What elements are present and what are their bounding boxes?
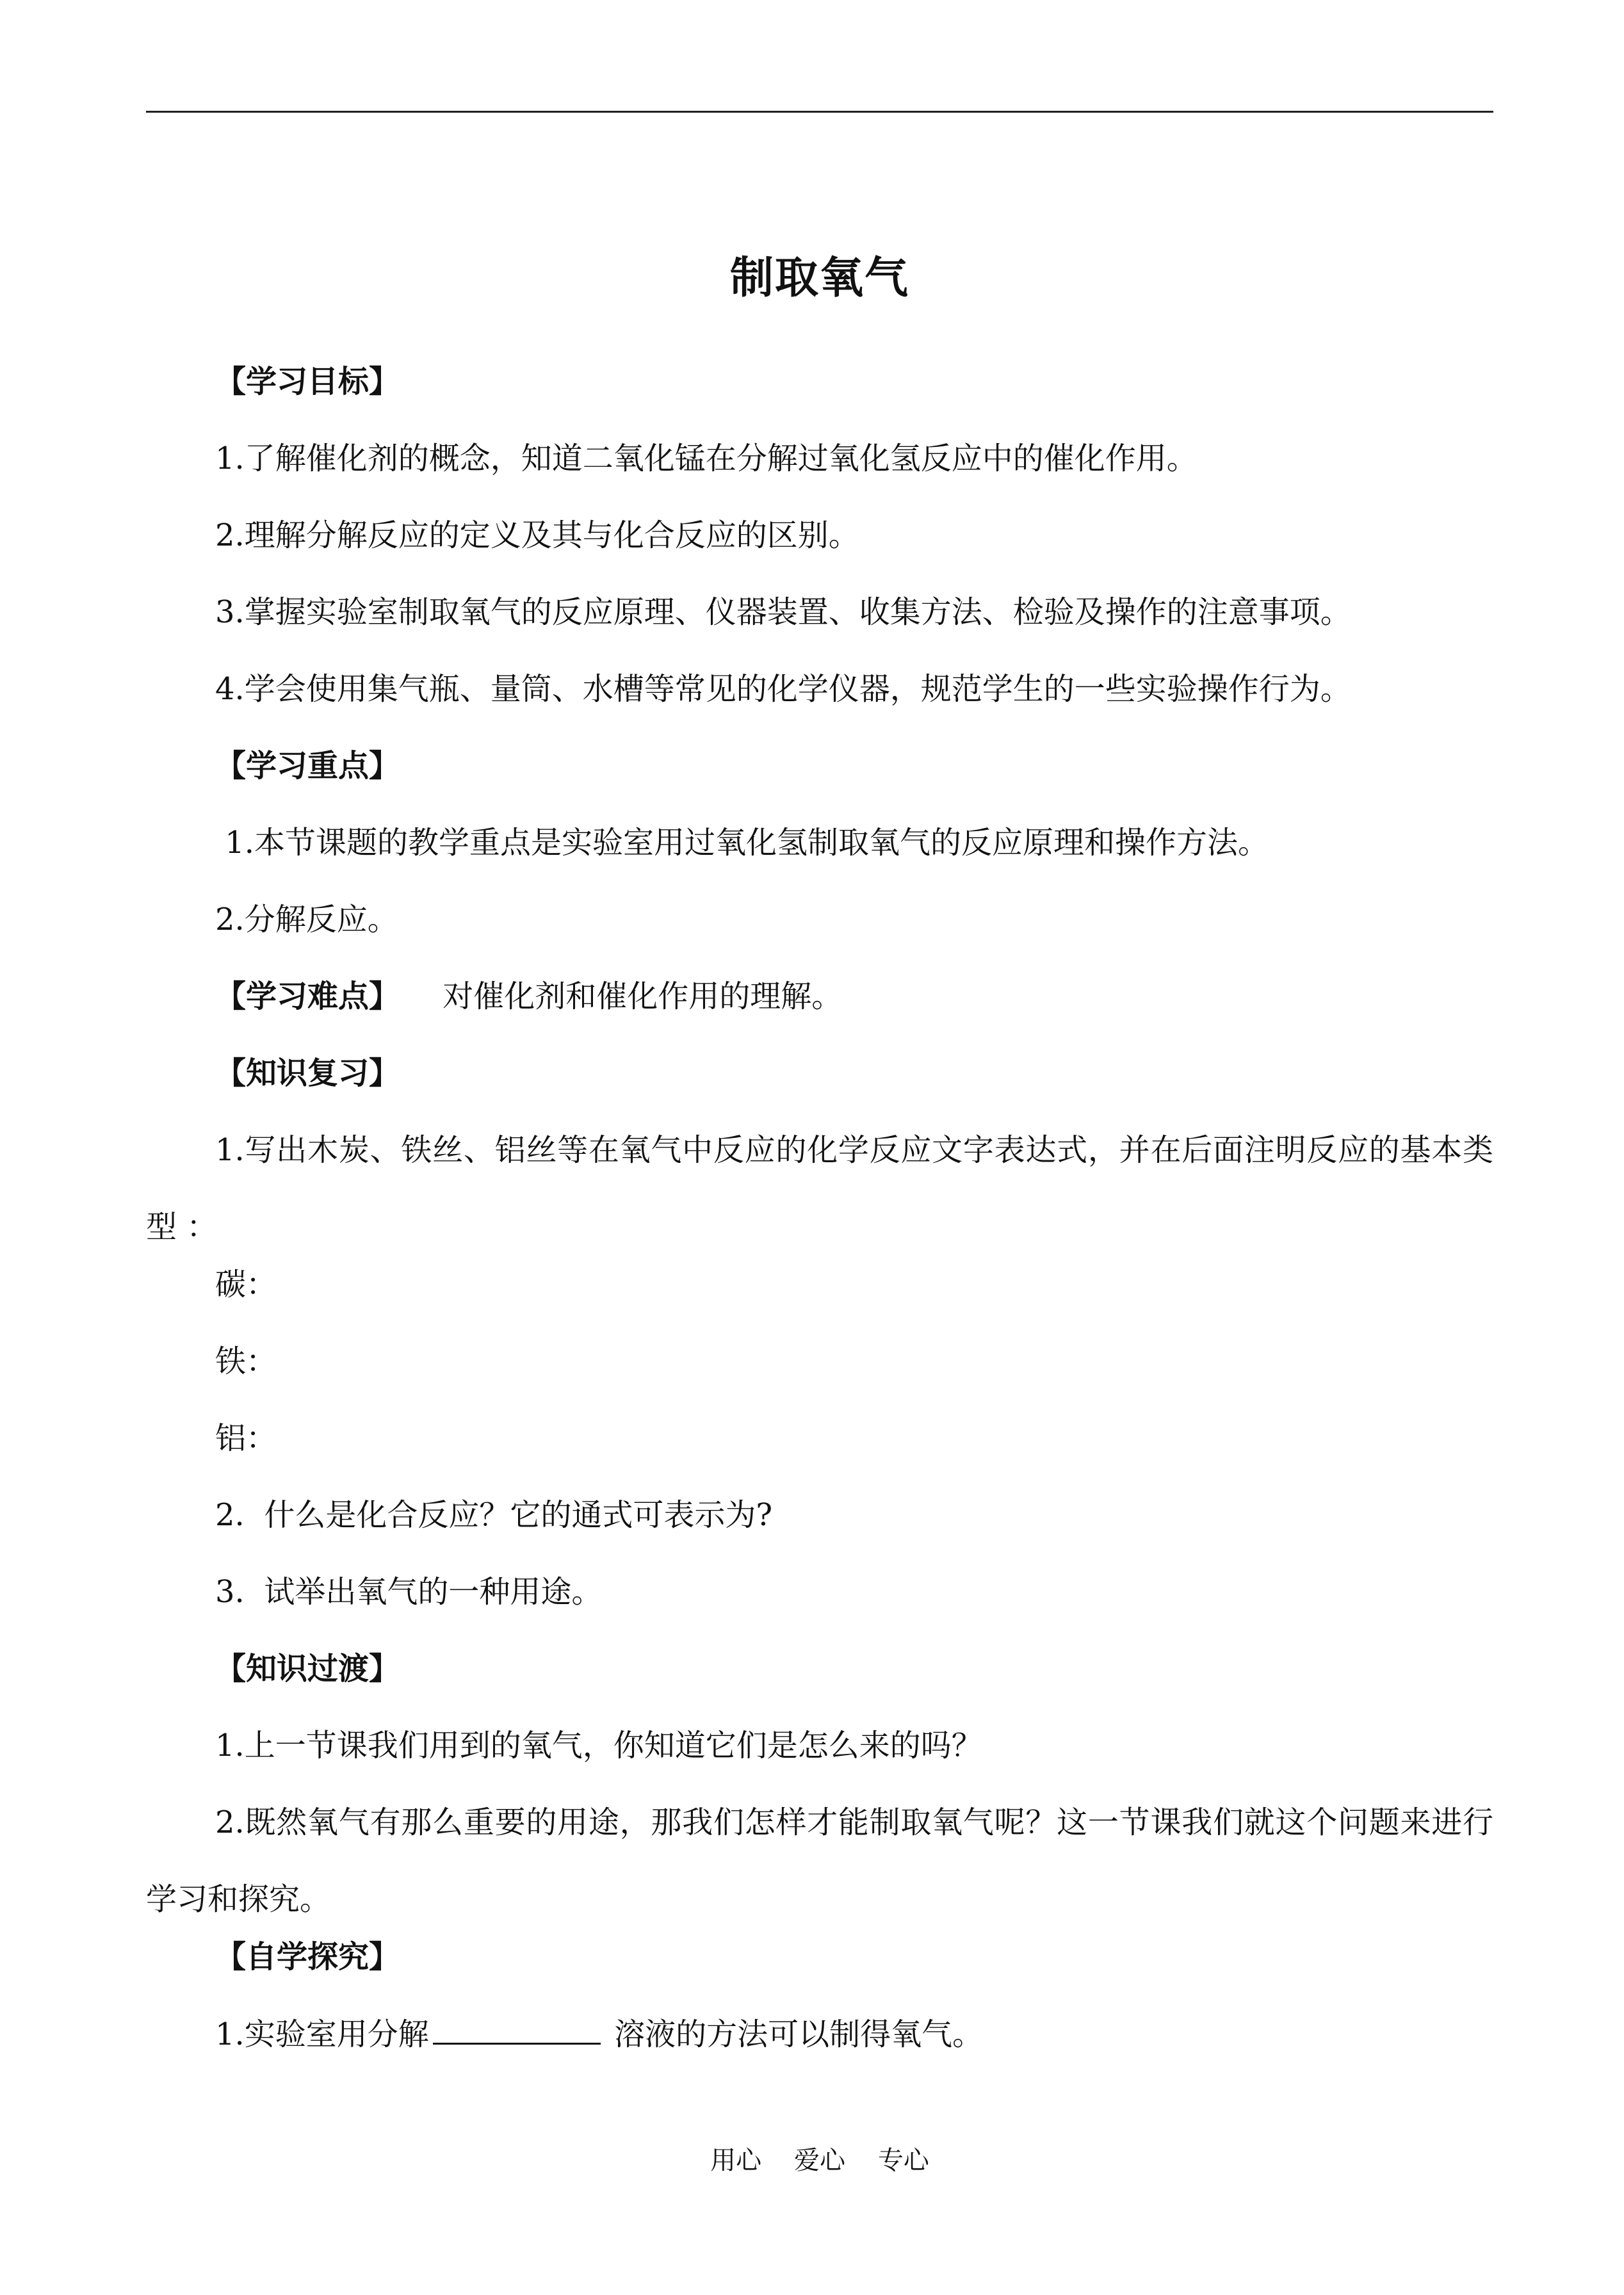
self-study-question-1 xyxy=(215,2015,983,2054)
difficulty-line xyxy=(215,977,842,1016)
header-rule xyxy=(146,111,1493,113)
review-question-1: 1.写出木炭、铁丝、铝丝等在氧气中反应的化学反应文字表达式，并在后面注明反应的基本类型 ： xyxy=(146,1132,1493,1245)
self-study-question-1-suffix: 溶液的方法可以制得氧气。 xyxy=(604,2016,984,2052)
objective-item-1: 1.了解催化剂的概念，知道二氧化锰在分解过氧化氢反应中的催化作用。 xyxy=(215,441,1198,476)
difficulty-text: 对催化剂和催化作用的理解。 xyxy=(443,978,843,1014)
difficulty-heading: 【学习难点】 xyxy=(215,978,400,1014)
page-title: 制取氧气 xyxy=(729,253,909,304)
review-answer-iron: 铁： xyxy=(215,1343,277,1379)
objectives-heading: 【学习目标】 xyxy=(215,364,400,400)
transition-heading: 【知识过渡】 xyxy=(215,1651,400,1687)
review-question-3: 3. 试举出氧气的一种用途。 xyxy=(215,1574,603,1610)
key-point-item-1: 1.本节课题的教学重点是实验室用过氧化氢制取氧气的反应原理和操作方法。 xyxy=(215,825,1269,861)
page-footer: 用心 爱心 专心 xyxy=(710,2146,929,2175)
objective-item-4: 4.学会使用集气瓶、量筒、水槽等常见的化学仪器，规范学生的一些实验操作行为。 xyxy=(215,671,1351,707)
self-study-question-1-prefix: 1.实验室用分解 xyxy=(215,2016,429,2052)
self-study-heading: 【自学探究】 xyxy=(215,1939,400,1975)
transition-question-1: 1.上一节课我们用到的氧气，你知道它们是怎么来的吗？ xyxy=(215,1728,982,1764)
key-points-heading: 【学习重点】 xyxy=(215,748,400,784)
review-heading: 【知识复习】 xyxy=(215,1055,400,1091)
key-point-item-2: 2.分解反应。 xyxy=(215,902,398,937)
review-answer-carbon: 碳： xyxy=(215,1267,277,1302)
review-question-2: 2. 什么是化合反应？它的通式可表示为? xyxy=(215,1497,773,1533)
transition-question-2: 2.既然氧气有那么重要的用途，那我们怎样才能制取氧气呢？这一节课我们就这个问题来进行学习和探究。 xyxy=(146,1804,1493,1917)
objective-item-2: 2.理解分解反应的定义及其与化合反应的区别。 xyxy=(215,517,859,553)
fill-in-blank[interactable] xyxy=(433,2015,601,2045)
objective-item-3: 3.掌握实验室制取氧气的反应原理、仪器装置、收集方法、检验及操作的注意事项。 xyxy=(215,594,1351,630)
review-answer-aluminum: 铝： xyxy=(215,1420,277,1456)
